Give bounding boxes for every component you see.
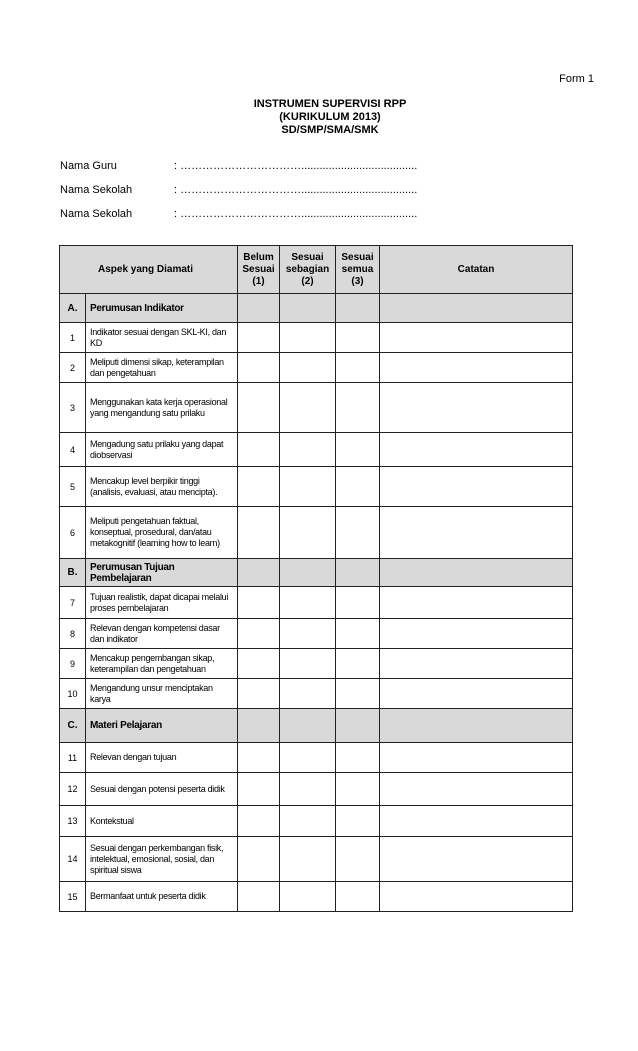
table-row (60, 323, 573, 353)
info-field-blank[interactable]: : ……………………………...................................... (174, 160, 418, 172)
section-title: Perumusan Indikator (86, 294, 238, 323)
row-number: 4 (60, 433, 86, 467)
cell-sesuai-sebagian[interactable] (280, 587, 336, 619)
section-row-a (60, 294, 573, 323)
row-aspect: Sesuai dengan potensi peserta didik (86, 773, 238, 806)
cell-sesuai-semua[interactable] (336, 353, 380, 383)
info-field-blank[interactable]: : ……………………………...................................... (174, 184, 418, 196)
cell-belum-sesuai[interactable] (238, 619, 280, 649)
row-number: 6 (60, 507, 86, 559)
cell-belum-sesuai[interactable] (238, 353, 280, 383)
cell-sesuai-sebagian[interactable] (280, 773, 336, 806)
section-title: Materi Pelajaran (86, 709, 238, 743)
cell-sesuai-sebagian[interactable] (280, 619, 336, 649)
table-row (60, 773, 573, 806)
row-aspect: Relevan dengan tujuan (86, 743, 238, 773)
section-code: C. (60, 709, 86, 743)
cell-catatan[interactable] (380, 587, 573, 619)
table-row (60, 587, 573, 619)
table-row (60, 507, 573, 559)
cell-catatan[interactable] (380, 837, 573, 882)
row-aspect: Mengandung unsur menciptakan karya (86, 679, 238, 709)
section-row-b (60, 559, 573, 587)
row-aspect: Bermanfaat untuk peserta didik (86, 882, 238, 912)
cell-catatan[interactable] (380, 679, 573, 709)
cell-belum-sesuai[interactable] (238, 806, 280, 837)
table-row (60, 433, 573, 467)
row-aspect: Relevan dengan kompetensi dasar dan indikator (86, 619, 238, 649)
row-aspect: Mengadung satu prilaku yang dapat diobservasi (86, 433, 238, 467)
row-aspect: Kontekstual (86, 806, 238, 837)
row-number: 5 (60, 467, 86, 507)
cell-sesuai-sebagian[interactable] (280, 467, 336, 507)
section-code: B. (60, 559, 86, 587)
info-field-label: Nama Guru (60, 160, 117, 172)
table-row (60, 353, 573, 383)
table-header-row (60, 246, 573, 294)
info-field-label: Nama Sekolah (60, 208, 133, 220)
row-number: 2 (60, 353, 86, 383)
cell-sesuai-sebagian[interactable] (280, 507, 336, 559)
row-aspect: Meliputi dimensi sikap, keterampilan dan pengetahuan (86, 353, 238, 383)
row-aspect: Indikator sesuai dengan SKL-KI, dan KD (86, 323, 238, 353)
cell-belum-sesuai[interactable] (238, 587, 280, 619)
cell-catatan[interactable] (380, 806, 573, 837)
table-row (60, 619, 573, 649)
cell-belum-sesuai[interactable] (238, 383, 280, 433)
info-field-blank[interactable]: : ……………………………...................................... (174, 208, 418, 220)
cell-sesuai-semua[interactable] (336, 467, 380, 507)
cell-belum-sesuai[interactable] (238, 433, 280, 467)
cell-sesuai-semua[interactable] (336, 743, 380, 773)
cell-catatan[interactable] (380, 323, 573, 353)
table-row (60, 649, 573, 679)
table-row (60, 837, 573, 882)
cell-belum-sesuai[interactable] (238, 507, 280, 559)
cell-sesuai-sebagian[interactable] (280, 806, 336, 837)
row-aspect: Tujuan realistik, dapat dicapai melalui proses pembelajaran (86, 587, 238, 619)
row-number: 12 (60, 773, 86, 806)
cell-sesuai-semua[interactable] (336, 383, 380, 433)
row-number: 10 (60, 679, 86, 709)
table-row (60, 467, 573, 507)
cell-belum-sesuai[interactable] (238, 882, 280, 912)
cell-belum-sesuai[interactable] (238, 323, 280, 353)
cell-catatan[interactable] (380, 467, 573, 507)
cell-sesuai-semua[interactable] (336, 323, 380, 353)
cell-sesuai-semua[interactable] (336, 837, 380, 882)
row-aspect: Menggunakan kata kerja operasional yang mengandung satu prilaku (86, 383, 238, 433)
cell-sesuai-sebagian[interactable] (280, 679, 336, 709)
table-row (60, 806, 573, 837)
row-number: 7 (60, 587, 86, 619)
cell-catatan[interactable] (380, 383, 573, 433)
row-aspect: Mencakup level berpikir tinggi (analisis, evaluasi, atau mencipta). (86, 467, 238, 507)
table-row (60, 679, 573, 709)
title-line-3: SD/SMP/SMA/SMK (281, 124, 379, 136)
cell-sesuai-semua[interactable] (336, 587, 380, 619)
cell-sesuai-semua[interactable] (336, 507, 380, 559)
cell-sesuai-semua[interactable] (336, 649, 380, 679)
cell-catatan[interactable] (380, 882, 573, 912)
header-catatan: Catatan (380, 246, 573, 294)
info-field-nama-sekolah (60, 184, 417, 196)
section-code: A. (60, 294, 86, 323)
cell-catatan[interactable] (380, 433, 573, 467)
cell-catatan[interactable] (380, 649, 573, 679)
supervision-table (59, 245, 573, 912)
cell-sesuai-sebagian[interactable] (280, 353, 336, 383)
info-field-label: Nama Sekolah (60, 184, 133, 196)
header-belum-sesuai: Belum Sesuai (1) (238, 246, 280, 294)
row-aspect: Meliputi pengetahuan faktual, konseptual, prosedural, dan/atau metakognitif (learning how to learn) (86, 507, 238, 559)
cell-belum-sesuai[interactable] (238, 837, 280, 882)
row-aspect: Sesuai dengan perkembangan fisik, intelektual, emosional, sosial, dan spiritual siswa (86, 837, 238, 882)
cell-sesuai-sebagian[interactable] (280, 323, 336, 353)
cell-sesuai-semua[interactable] (336, 679, 380, 709)
cell-catatan[interactable] (380, 353, 573, 383)
row-number: 8 (60, 619, 86, 649)
cell-sesuai-sebagian[interactable] (280, 743, 336, 773)
row-number: 1 (60, 323, 86, 353)
cell-belum-sesuai[interactable] (238, 743, 280, 773)
row-number: 3 (60, 383, 86, 433)
cell-catatan[interactable] (380, 743, 573, 773)
table-row (60, 743, 573, 773)
row-number: 13 (60, 806, 86, 837)
section-title: Perumusan Tujuan Pembelajaran (86, 559, 238, 587)
cell-sesuai-sebagian[interactable] (280, 837, 336, 882)
row-aspect: Mencakup pengembangan sikap, keterampilan dan pengetahuan (86, 649, 238, 679)
info-field-nama-guru (60, 160, 417, 172)
cell-catatan[interactable] (380, 619, 573, 649)
table-row (60, 882, 573, 912)
table-row (60, 383, 573, 433)
cell-catatan[interactable] (380, 507, 573, 559)
row-number: 14 (60, 837, 86, 882)
row-number: 15 (60, 882, 86, 912)
cell-sesuai-semua[interactable] (336, 806, 380, 837)
info-field-nama-sekolah-2 (60, 208, 417, 220)
cell-belum-sesuai[interactable] (238, 773, 280, 806)
header-sesuai-semua: Sesuai semua (3) (336, 246, 380, 294)
title-line-1: INSTRUMEN SUPERVISI RPP (253, 98, 407, 110)
title-line-2: (KURIKULUM 2013) (279, 111, 381, 123)
cell-belum-sesuai[interactable] (238, 649, 280, 679)
document-title (200, 98, 460, 137)
cell-sesuai-semua[interactable] (336, 433, 380, 467)
cell-sesuai-sebagian[interactable] (280, 433, 336, 467)
cell-belum-sesuai[interactable] (238, 467, 280, 507)
form-number-label: Form 1 (559, 73, 594, 85)
cell-belum-sesuai[interactable] (238, 679, 280, 709)
cell-sesuai-sebagian[interactable] (280, 882, 336, 912)
cell-sesuai-semua[interactable] (336, 882, 380, 912)
header-aspek: Aspek yang Diamati (60, 246, 238, 294)
cell-sesuai-semua[interactable] (336, 619, 380, 649)
header-sesuai-sebagian: Sesuai sebagian (2) (280, 246, 336, 294)
cell-sesuai-sebagian[interactable] (280, 383, 336, 433)
row-number: 11 (60, 743, 86, 773)
cell-sesuai-sebagian[interactable] (280, 649, 336, 679)
cell-sesuai-semua[interactable] (336, 773, 380, 806)
row-number: 9 (60, 649, 86, 679)
section-row-c (60, 709, 573, 743)
cell-catatan[interactable] (380, 773, 573, 806)
